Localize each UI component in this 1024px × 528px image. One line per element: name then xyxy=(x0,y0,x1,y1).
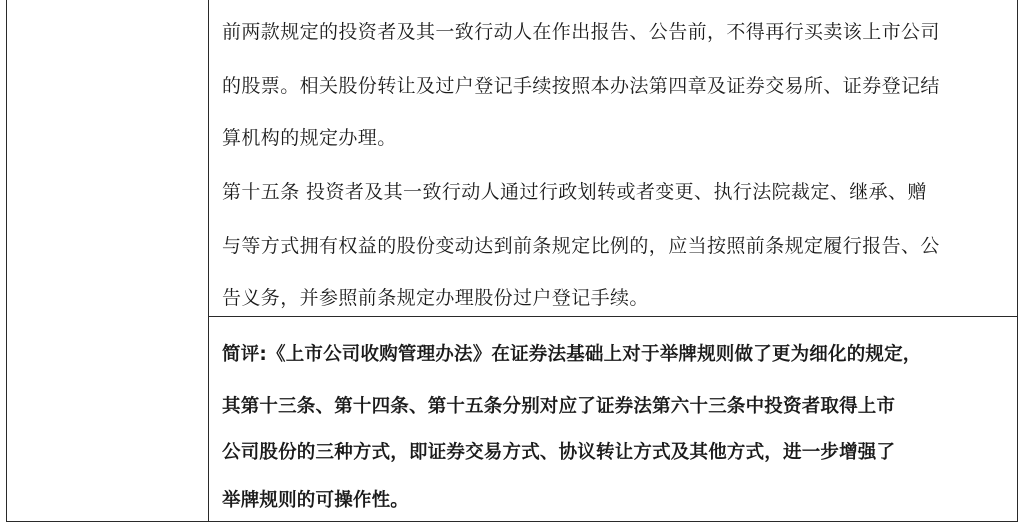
regulation-line: 前两款规定的投资者及其一致行动人在作出报告、公告前，不得再行买卖该上市公司 xyxy=(222,21,940,43)
bottom-table-border xyxy=(6,521,1018,522)
commentary-line: 简评:《上市公司收购管理办法》在证券法基础上对于举牌规则做了更为细化的规定， xyxy=(222,344,922,365)
commentary-line: 其第十三条、第十四条、第十五条分别对应了证券法第六十三条中投资者取得上市 xyxy=(222,396,896,417)
right-table-border xyxy=(1017,0,1018,522)
article-15-line: 第十五条 投资者及其一致行动人通过行政划转或者变更、执行法院裁定、继承、赠 xyxy=(222,181,927,203)
commentary-line: 举牌规则的可操作性。 xyxy=(222,490,410,511)
regulation-line: 与等方式拥有权益的股份变动达到前条规定比例的，应当按照前条规定履行报告、公 xyxy=(222,235,940,257)
regulation-line: 算机构的规定办理。 xyxy=(222,127,397,149)
regulation-line: 告义务，并参照前条规定办理股份过户登记手续。 xyxy=(222,287,649,309)
commentary-cell xyxy=(222,317,1012,521)
commentary-line: 公司股份的三种方式，即证券交易方式、协议转让方式及其他方式，进一步增强了 xyxy=(222,442,896,463)
column-divider xyxy=(208,0,209,522)
regulation-line: 的股票。相关股份转让及过户登记手续按照本办法第四章及证券交易所、证券登记结 xyxy=(222,75,940,97)
regulation-text-cell xyxy=(222,0,1012,316)
left-column-border xyxy=(6,0,7,522)
